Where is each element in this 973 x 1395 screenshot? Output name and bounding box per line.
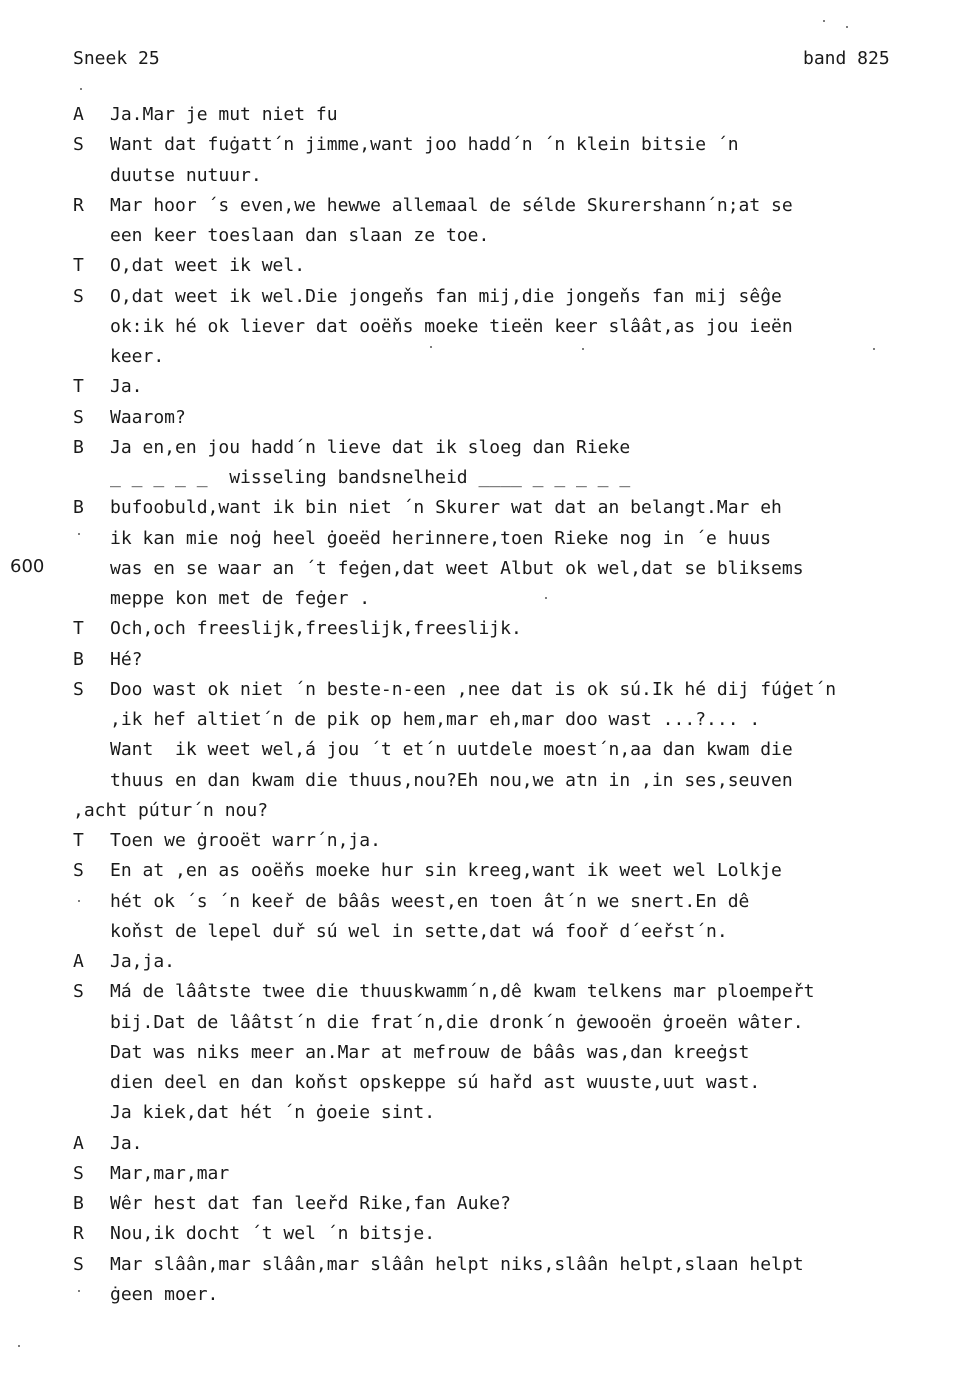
utterance-text: ok:ik hé ok liever dat ooëňs moeke tieën keer slâât,as jou ieën — [110, 315, 793, 337]
transcript-line — [0, 1280, 973, 1310]
utterance-text: Dat was niks meer an.Mar at mefrouw de bââs was,dan kreeġst — [110, 1041, 750, 1063]
utterance-text: hét ok ´s ´n keeř de bââs weest,en toen ât´n we snert.En dê — [110, 890, 750, 912]
utterance-text: was en se waar an ´t feġen,dat weet Albut ok wel,dat se bliksems — [110, 557, 804, 579]
utterance-text: Ja. — [110, 376, 143, 398]
speaker-label: S — [73, 285, 84, 307]
utterance-text: Wêr hest dat fan leeřd Rike,fan Auke? — [110, 1193, 511, 1214]
transcript-line — [0, 403, 973, 433]
speaker-label: B — [73, 1193, 84, 1214]
transcript-line — [0, 917, 973, 947]
utterance-text: meppe kon met de feġer . — [110, 588, 371, 609]
speaker-label: B — [73, 497, 84, 519]
transcript-line — [0, 1159, 973, 1189]
utterance-text: En at ,en as ooëňs moeke hur sin kreeg,want ik weet wel Lolkje — [110, 860, 782, 882]
utterance-text: Och,och freeslijk,freeslijk,freeslijk. — [110, 618, 522, 640]
speaker-label: S — [73, 678, 84, 700]
speaker-label: A — [73, 1132, 84, 1154]
transcript-line — [0, 645, 973, 675]
speaker-label: S — [73, 981, 84, 1003]
speaker-label: A — [73, 104, 84, 125]
transcript-line — [0, 221, 973, 251]
speaker-label: S — [73, 406, 84, 428]
transcript-line — [0, 1219, 973, 1249]
utterance-text: ik kan mie noġ heel ġoeëd herinnere,toen Rieke nog in ´e huus — [110, 527, 772, 549]
utterance-text: Nou,ik docht ´t wel ´n bitsje. — [110, 1223, 436, 1245]
transcript-line — [0, 433, 973, 463]
utterance-text: ,acht pútur´n nou? — [73, 799, 269, 821]
transcript-line — [0, 130, 973, 160]
transcript-line — [0, 463, 973, 493]
utterance-text: Want dat fuġatt´n jimme,want joo hadd´n ´n klein bitsie ´n — [110, 134, 739, 156]
transcript-line — [0, 766, 973, 796]
speaker-label: T — [73, 618, 84, 640]
speaker-label: B — [73, 436, 84, 458]
speaker-label: S — [73, 1253, 84, 1275]
utterance-text: ġeen moer. — [110, 1283, 219, 1305]
transcript-line — [0, 735, 973, 765]
utterance-text: Hé? — [110, 648, 143, 670]
transcript-line — [0, 1098, 973, 1128]
utterance-text: Waarom? — [110, 406, 186, 428]
utterance-text: Ja. — [110, 1132, 143, 1154]
transcript-line — [0, 1038, 973, 1068]
scan-speck — [545, 597, 547, 599]
utterance-text: bufoobuld,want ik bin niet ´n Skurer wat dat an belangt.Mar eh — [110, 497, 782, 519]
scan-speck — [582, 348, 584, 350]
speaker-label: T — [73, 255, 84, 277]
transcript-line — [0, 584, 973, 614]
utterance-text: O,dat weet ik wel.Die jongeňs fan mij,die jongeňs fan mij sêĝe — [110, 285, 782, 307]
transcript-line — [0, 826, 973, 856]
speaker-label: A — [73, 951, 84, 972]
scan-speck — [18, 1345, 20, 1347]
transcript-line — [0, 342, 973, 372]
utterance-text: Ja en,en jou hadd´n lieve dat ik sloeg dan Rieke — [110, 436, 631, 458]
speaker-label: T — [73, 376, 84, 398]
transcript-line — [0, 251, 973, 281]
speaker-label: S — [73, 134, 84, 156]
transcript-line — [0, 100, 973, 130]
scan-speck — [80, 88, 82, 90]
speaker-label: S — [73, 860, 84, 882]
utterance-text: bij.Dat de lââtst´n die frat´n,die dronk´n ġewooën ġroeën wâter. — [110, 1011, 804, 1033]
transcript-line — [0, 1189, 973, 1219]
transcript-line — [0, 977, 973, 1007]
utterance-text: koňst de lepel duř sú wel in sette,dat wá fooř d´eeřst´n. — [110, 920, 728, 942]
utterance-text: thuus en dan kwam die thuus,nou?Eh nou,we atn in ,in ses,seuven — [110, 769, 793, 791]
utterance-text: Ja.Mar je mut niet fu — [110, 104, 338, 125]
scan-speck — [846, 26, 848, 28]
header-location: Sneek 25 — [73, 48, 160, 69]
utterance-text: Má de lââtste twee die thuuskwamm´n,dê kwam telkens mar ploempeřt — [110, 981, 815, 1003]
speaker-label: S — [73, 1162, 84, 1184]
scan-speck — [873, 348, 875, 350]
scan-speck — [823, 20, 825, 22]
transcript-line — [0, 493, 973, 523]
transcript-line — [0, 1129, 973, 1159]
speaker-label: R — [73, 194, 84, 216]
scan-speck — [430, 346, 432, 348]
transcript-line — [0, 1008, 973, 1038]
utterance-text: Toen we ġrooët warr´n,ja. — [110, 830, 381, 851]
speaker-label: R — [73, 1223, 84, 1245]
utterance-text: dien deel en dan koňst opskeppe sú hařd ast wuuste,uut wast. — [110, 1072, 761, 1093]
transcript-line — [0, 796, 973, 826]
utterance-text: Mar,mar,mar — [110, 1162, 230, 1184]
transcript-line — [0, 282, 973, 312]
scan-speck — [78, 900, 80, 902]
transcript-body — [0, 100, 973, 1310]
utterance-text: Mar hoor ´s even,we hewwe allemaal de sélde Skurershann´n;at se — [110, 194, 793, 216]
utterance-text: keer. — [110, 346, 165, 367]
utterance-text: een keer toeslaan dan slaan ze toe. — [110, 225, 490, 246]
utterance-text: Doo wast ok niet ´n beste-n-een ,nee dat is ok sú.Ik hé dij fúġet´n — [110, 678, 837, 700]
transcript-line — [0, 191, 973, 221]
transcript-line — [0, 554, 973, 584]
transcript-line — [0, 1068, 973, 1098]
transcript-line — [0, 312, 973, 342]
header-tape-number: band 825 — [803, 48, 890, 69]
utterance-text: Ja kiek,dat hét ´n ġoeie sint. — [110, 1102, 436, 1124]
utterance-text: Ja,ja. — [110, 951, 176, 972]
utterance-text: duutse nutuur. — [110, 164, 262, 186]
scan-speck — [78, 533, 80, 535]
speaker-label: B — [73, 648, 84, 670]
transcript-line — [0, 161, 973, 191]
utterance-text: O,dat weet ik wel. — [110, 255, 306, 277]
transcript-line — [0, 372, 973, 402]
utterance-text: _ _ _ _ _ wisseling bandsnelheid ____ _ _ _ _ _ — [110, 467, 631, 488]
utterance-text: Mar slâân,mar slâân,mar slâân helpt niks,slâân helpt,slaan helpt — [110, 1253, 804, 1275]
utterance-text: Want ik weet wel,á jou ´t et´n uutdele moest´n,aa dan kwam die — [110, 739, 793, 761]
transcript-line — [0, 856, 973, 886]
transcript-line — [0, 947, 973, 977]
transcript-line — [0, 705, 973, 735]
transcript-line — [0, 675, 973, 705]
scan-speck — [78, 1290, 80, 1292]
utterance-text: ,ik hef altiet´n de pik op hem,mar eh,mar doo wast ...?... . — [110, 709, 761, 730]
transcript-line — [0, 887, 973, 917]
transcript-line — [0, 614, 973, 644]
speaker-label: T — [73, 830, 84, 851]
transcript-line — [0, 1250, 973, 1280]
margin-line-number: 600 — [10, 556, 45, 577]
transcript-line — [0, 524, 973, 554]
